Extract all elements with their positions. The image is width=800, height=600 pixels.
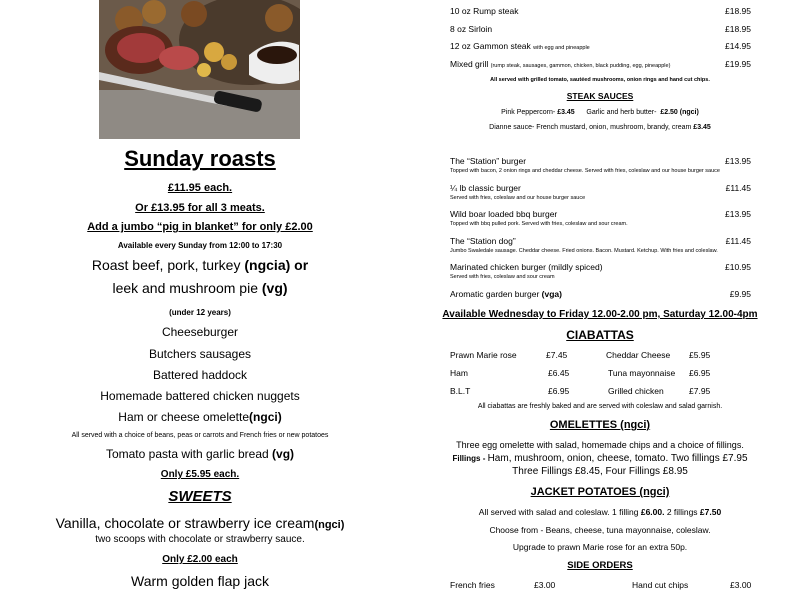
roast-beef-photo-icon — [99, 0, 300, 139]
weekday-availability: Available Wednesday to Friday 12.00-2.00 pm, Saturday 12.00-4pm — [442, 309, 758, 320]
roast-options-line1 — [0, 257, 400, 273]
burger-name: The “Station” burger — [450, 156, 527, 166]
omelettes-fillings-text: Ham, mushroom, onion, cheese, tomato. Two fillings £7.95 — [487, 453, 748, 464]
side-name: French fries — [450, 580, 495, 590]
burger-sub: Served with fries, coleslaw and sour cream — [450, 274, 555, 280]
steak-item-mixed — [450, 59, 670, 69]
steak-sauces-line2 — [400, 124, 800, 131]
roast-options-line2 — [0, 280, 400, 296]
ciabatta-name: Grilled chicken — [608, 386, 664, 396]
steak-item-price: £18.95 — [725, 24, 751, 34]
steak-item-gammon — [450, 41, 590, 51]
jacket-line1-text: All served with salad and coleslaw. 1 filling — [478, 507, 641, 517]
jacket-line3: Upgrade to prawn Marie rose for an extra 50p. — [512, 542, 688, 552]
steak-item-name: 8 oz Sirloin — [450, 24, 493, 34]
kids-served-note: All served with a choice of beans, peas or carrots and French fries or new potatoes — [71, 432, 329, 439]
ciabattas-note: All ciabattas are freshly baked and are served with coleslaw and salad garnish. — [477, 403, 723, 410]
jacket-price-1: £6.00. — [640, 507, 665, 517]
steak-item-price: £18.95 — [725, 6, 751, 16]
kids-omelette-diet: (ngci) — [249, 410, 282, 424]
kids-omelette — [0, 410, 400, 424]
burger-name: ¼ lb classic burger — [450, 183, 521, 193]
burger-sub: Jumbo Swaledale sausage. Cheddar cheese. Fried onions. Bacon. Mustard. Ketchup. With fries and coleslaw. — [450, 248, 718, 254]
burger-name: Aromatic garden burger — [450, 289, 542, 299]
pie-option-diet: (vg) — [261, 280, 288, 296]
side-price: £3.00 — [534, 580, 556, 590]
steak-sauces-title: STEAK SAUCES — [566, 91, 634, 101]
burger-name: Marinated chicken burger (mildly spiced) — [450, 262, 603, 272]
ice-cream-text: Vanilla, chocolate or strawberry ice cream — [55, 515, 315, 531]
kids-under-12: (under 12 years) — [169, 308, 231, 317]
burger-price: £11.45 — [725, 183, 751, 193]
steak-item-name: Mixed grill — [450, 59, 491, 69]
roast-price-each: £11.95 each. — [167, 182, 233, 194]
kids-omelette-text: Ham or cheese omelette — [118, 410, 250, 424]
side-name: Hand cut chips — [632, 580, 689, 590]
ciabatta-name: Ham — [450, 368, 468, 378]
steak-item-note: with egg and pineapple — [533, 45, 590, 51]
ice-cream-diet: (ngci) — [314, 519, 345, 531]
ciabatta-price: £6.95 — [548, 386, 570, 396]
ice-cream-sub: two scoops with chocolate or strawberry sauce. — [95, 534, 305, 545]
burger-price: £11.45 — [725, 236, 751, 246]
sauce-dianne: Dianne sauce- French mustard, onion, mushroom, brandy, cream — [489, 124, 694, 131]
burger-price: £10.95 — [725, 262, 751, 272]
roast-dinner-photo — [99, 0, 300, 139]
sweets-title: SWEETS — [168, 488, 232, 505]
sauce-garlic-price: £2.50 (ngci) — [660, 109, 699, 116]
roast-price-three: Or £13.95 for all 3 meats. — [135, 202, 265, 214]
steak-item-price: £19.95 — [725, 59, 751, 69]
sunday-roasts-title: Sunday roasts — [124, 146, 276, 171]
jacket-price-2: £7.50 — [699, 507, 722, 517]
jacket-line2: Choose from - Beans, cheese, tuna mayonnaise, coleslaw. — [489, 525, 711, 535]
sweets-price: Only £2.00 each — [162, 554, 238, 565]
kids-pasta-diet: (vg) — [272, 447, 295, 461]
roast-options-diet: (ngcia) or — [244, 257, 309, 273]
omelettes-line3: Three Fillings £8.45, Four Fillings £8.95 — [512, 466, 688, 477]
steak-item-name: 10 oz Rump steak — [450, 6, 519, 16]
kids-item: Homemade battered chicken nuggets — [100, 389, 300, 403]
steak-item-note: (rump steak, sausages, gammon, chicken, black pudding, egg, pineapple) — [490, 63, 671, 69]
ciabatta-price: £6.95 — [689, 368, 711, 378]
omelettes-line1: Three egg omelette with salad, homemade chips and a choice of fillings. — [456, 440, 744, 450]
side-orders-title: SIDE ORDERS — [567, 560, 633, 571]
ciabatta-name: Tuna mayonnaise — [608, 368, 676, 378]
pie-option-text: leek and mushroom pie — [112, 280, 262, 296]
omelettes-fillings-label: Fillings - — [452, 454, 488, 463]
burger-sub: Topped with bbq pulled pork. Served with fries, coleslaw and sour cream. — [450, 221, 628, 227]
ciabatta-name: Prawn Marie rose — [450, 350, 517, 360]
steak-served-note: All served with grilled tomato, sautéed mushrooms, onion rings and hand cut chips. — [490, 77, 710, 83]
burger-sub: Topped with bacon, 2 onion rings and cheddar cheese. Served with fries, coleslaw and our house burger sauce — [450, 168, 720, 174]
ciabatta-price: £7.95 — [689, 386, 711, 396]
burger-diet: (vga) — [541, 289, 562, 299]
sauce-dianne-price: £3.45 — [693, 124, 711, 131]
kids-pasta — [0, 447, 400, 461]
kids-item: Battered haddock — [152, 368, 248, 382]
sunday-availability: Available every Sunday from 12:00 to 17:30 — [117, 241, 283, 250]
sauce-peppercorn-price: £3.45 — [557, 109, 575, 116]
ciabatta-name: Cheddar Cheese — [606, 350, 671, 360]
kids-item: Cheeseburger — [161, 325, 239, 339]
ciabatta-price: £7.45 — [546, 350, 568, 360]
burger-price: £13.95 — [725, 156, 751, 166]
sauce-peppercorn: Pink Peppercorn- — [501, 109, 558, 116]
jacket-potatoes-title: JACKET POTATOES (ngci) — [530, 486, 670, 498]
roast-options-text: Roast beef, pork, turkey — [91, 257, 245, 273]
burger-name: The “Station dog” — [450, 236, 516, 246]
omelettes-title: OMELETTES (ngci) — [549, 419, 651, 431]
sauce-garlic: Garlic and herb butter- — [574, 109, 661, 116]
steak-item-price: £14.95 — [725, 41, 751, 51]
steak-item-name: 12 oz Gammon steak — [450, 41, 534, 51]
burger-price: £9.95 — [729, 289, 751, 299]
jacket-line1 — [400, 507, 800, 517]
side-price: £3.00 — [730, 580, 752, 590]
ciabatta-name: B.L.T — [450, 386, 471, 396]
kids-price: Only £5.95 each. — [160, 469, 240, 480]
burger-sub: Served with fries, coleslaw and our house burger sauce — [450, 195, 586, 201]
kids-item: Butchers sausages — [148, 347, 252, 361]
ciabatta-price: £5.95 — [689, 350, 711, 360]
flapjack: Warm golden flap jack — [131, 573, 269, 589]
ciabattas-title: CIABATTAS — [566, 328, 634, 342]
ciabatta-price: £6.45 — [548, 368, 570, 378]
burger-garden — [450, 289, 562, 299]
omelettes-line2 — [400, 453, 800, 464]
jacket-line1-mid: 2 fillings — [664, 507, 700, 517]
jumbo-pig-offer: Add a jumbo “pig in blanket” for only £2.00 — [87, 221, 313, 233]
ice-cream-line — [0, 515, 400, 531]
kids-pasta-text: Tomato pasta with garlic bread — [105, 447, 273, 461]
burger-price: £13.95 — [725, 209, 751, 219]
steak-sauces-line1 — [400, 109, 800, 116]
burger-name: Wild boar loaded bbq burger — [450, 209, 558, 219]
